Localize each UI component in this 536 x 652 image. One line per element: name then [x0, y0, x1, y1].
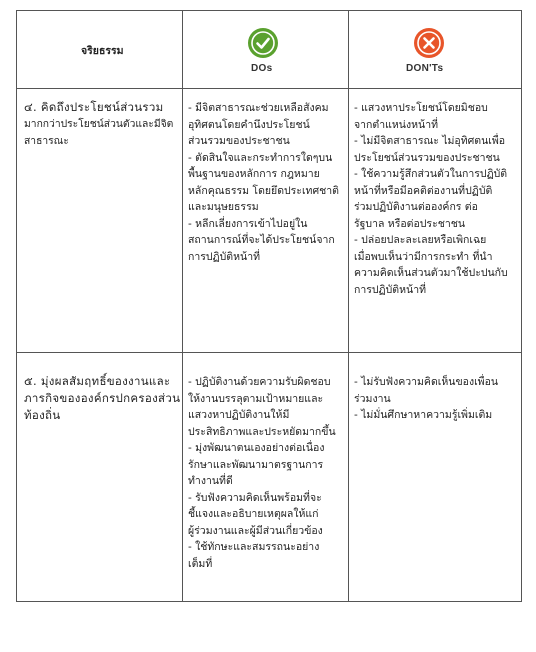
donts-line: - ไม่มั่นศึกษาหาความรู้เพิ่มเติม: [354, 409, 493, 421]
dos-line: - ใช้ทักษะและสมรรถนะอย่าง: [188, 541, 320, 553]
donts-line: ความคิดเห็นส่วนตัวมาใช้ปะปนกับ: [354, 267, 508, 279]
donts-line: - ใช้ความรู้สึกส่วนตัวในการปฏิบัติ: [354, 168, 508, 180]
column-header-ethics: จริยธรรม: [81, 45, 124, 57]
ethic-line: ท้องถิ่น: [24, 408, 61, 422]
ethic-line: ภารกิจขององค์กรปกครองส่วน: [24, 391, 181, 405]
donts-line: รัฐบาล หรือต่อประชาชน: [354, 217, 466, 230]
dos-line: พื้นฐานของหลักการ กฎหมาย: [188, 168, 320, 180]
dos-line: อุทิศตนโดยคำนึงประโยชน์: [188, 118, 310, 131]
dos-line: ประสิทธิภาพและประหยัดมากขึ้น: [188, 425, 336, 438]
check-circle-icon: [247, 27, 279, 59]
column-divider: [348, 11, 349, 601]
donts-line: การปฏิบัติหน้าที่: [354, 283, 427, 296]
ethic-line: สาธารณะ: [24, 135, 69, 147]
row-1-donts: [354, 100, 520, 298]
donts-line: ร่วมปฏิบัติงานต่อองค์กร ต่อ: [354, 201, 478, 213]
row-divider: [17, 88, 521, 89]
dos-line: - รับฟังความคิดเห็นพร้อมที่จะ: [188, 491, 322, 504]
dos-line: และมนุษยธรรม: [188, 201, 259, 213]
donts-line: เมื่อพบเห็นว่ามีการกระทำ ที่นำ: [354, 250, 493, 263]
dos-line: - มุ่งพัฒนาตนเองอย่างต่อเนื่อง: [188, 442, 325, 454]
dos-line: ทำงานที่ดี: [188, 475, 233, 487]
dos-line: - ตัดสินใจและกระทำการใดๆบน: [188, 151, 333, 164]
dos-line: ผู้ร่วมงานและผู้มีส่วนเกี่ยวข้อง: [188, 524, 323, 537]
cross-circle-icon: [413, 27, 445, 59]
row-2-ethic: [24, 373, 180, 424]
dos-line: - ปฏิบัติงานด้วยความรับผิดชอบ: [188, 376, 331, 388]
dos-line: - หลีกเลี่ยงการเข้าไปอยู่ใน: [188, 217, 308, 230]
dos-line: หลักคุณธรรม โดยยึดประเทศชาติ: [188, 184, 339, 197]
dos-line: ชี้แจงและอธิบายเหตุผลให้แก่: [188, 508, 319, 520]
donts-line: - ไม่มีจิตสาธารณะ ไม่อุทิศตนเพื่อ: [354, 135, 506, 147]
ethic-line: มากกว่าประโยชน์ส่วนตัวและมีจิต: [24, 118, 174, 130]
ethics-table: [16, 10, 522, 602]
column-header-dos: DOs: [251, 63, 273, 74]
dos-line: สถานการณ์ที่จะได้ประโยชน์จาก: [188, 234, 335, 246]
row-divider: [17, 352, 521, 353]
donts-line: จากตำแหน่งหน้าที่: [354, 118, 439, 131]
ethic-line: ๔. คิดถึงประโยชน์ส่วนรวม: [24, 100, 164, 114]
ethic-line: ๕. มุ่งผลสัมฤทธิ์ของงานและ: [24, 374, 171, 388]
dos-line: รักษาและพัฒนามาตรฐานการ: [188, 458, 324, 471]
column-header-donts: DON'Ts: [406, 63, 444, 74]
dos-line: ส่วนรวมของประชาชน: [188, 135, 290, 147]
dos-line: แสวงหาปฏิบัติงานให้มี: [188, 409, 290, 421]
dos-line: การปฏิบัติหน้าที่: [188, 250, 261, 263]
donts-line: ประโยชน์ส่วนรวมของประชาชน: [354, 151, 500, 164]
donts-line: - แสวงหาประโยชน์โดยมิชอบ: [354, 102, 488, 114]
row-2-dos: [188, 374, 346, 572]
dos-line: ให้งานบรรลุตามเป้าหมายและ: [188, 392, 324, 405]
column-divider: [182, 11, 183, 601]
donts-line: - ไม่รับฟังความคิดเห็นของเพื่อน: [354, 376, 499, 388]
donts-line: ร่วมงาน: [354, 392, 391, 405]
donts-line: หน้าที่หรือมีอคติต่องานที่ปฏิบัติ: [354, 184, 493, 197]
row-1-ethic: [24, 99, 180, 150]
row-1-dos: [188, 100, 346, 265]
donts-line: - ปล่อยปละละเลยหรือเพิกเฉย: [354, 234, 487, 246]
row-2-donts: [354, 374, 520, 424]
dos-line: - มีจิตสาธารณะช่วยเหลือสังคม: [188, 102, 329, 114]
dos-line: เต็มที่: [188, 557, 213, 570]
